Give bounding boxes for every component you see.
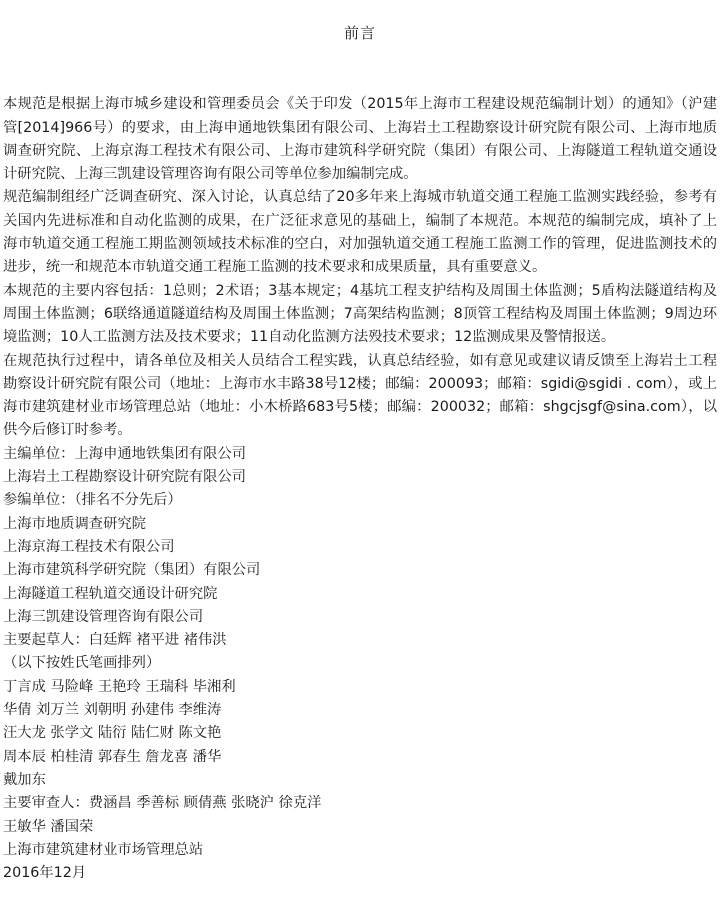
paragraph-basis: 本规范是根据上海市城乡建设和管理委员会《关于印发（2015年上海市工程建设规范编制计划）的通知》（沪建管[2014]966号）的要求，由上海申通地铁集团有限公司、上海岩土工程勘察设计研究院有限公司、上海市地质调查研究院、上海京海工程技术有限公司、上海市建筑科学研究院（集团）有限公司、上海隧道工程轨道交通设计研究院、上海三凯建设管理咨询有限公司等单位参加编制完成。 xyxy=(3,96,717,183)
credit-co-editor-org-1: 上海市地质调查研究院 xyxy=(3,515,146,532)
credit-chief-editor-org-2: 上海岩土工程勘察设计研究院有限公司 xyxy=(3,469,247,486)
paragraph-background: 规范编制组经广泛调查研究、深入讨论，认真总结了20多年来上海城市轨道交通工程施工监测实践经验，参考有关国内先进标准和自动化监测的成果，在广泛征求意见的基础上，编制了本规范。本规范的编制完成，填补了上海市轨道交通工程施工期监测领域技术标准的空白，对加强轨道交通工程施工监测工作的管理，促进监测技术的进步，统一和规范本市轨道交通工程施工监测的技术要求和成果质量，具有重要意义。 xyxy=(3,189,717,276)
credit-drafters-row-5: 戴加东 xyxy=(3,771,46,788)
credit-ordering-note: （以下按姓氏笔画排列） xyxy=(3,655,161,672)
credits-list xyxy=(3,443,717,886)
credit-co-editor-org-5: 上海三凯建设管理咨询有限公司 xyxy=(3,608,204,625)
credit-publisher-org: 上海市建筑建材业市场管理总站 xyxy=(3,841,204,858)
credit-drafters-row-1: 丁言成 马险峰 王艳玲 王瑞科 毕湘利 xyxy=(3,678,236,695)
body-text xyxy=(3,93,717,442)
credit-co-editor-header: 参编单位：（排名不分先后） xyxy=(3,492,182,509)
credit-publication-date: 2016年12月 xyxy=(3,865,87,882)
credit-main-reviewers: 主要审查人：费涵昌 季善标 顾倩燕 张晓沪 徐克洋 xyxy=(3,795,322,812)
page-title: 前言 xyxy=(343,24,376,42)
credit-chief-editor-org: 主编单位：上海申通地铁集团有限公司 xyxy=(3,445,247,462)
paragraph-contents: 本规范的主要内容包括：1总则；2术语；3基本规定；4基坑工程支护结构及周围土体监测；5盾构法隧道结构及周围土体监测；6联络通道隧道结构及周围土体监测；7高架结构监测；8顶管工程结构及周围土体监测；9周边环境监测；10人工监测方法及技术要求；11自动化监测方法殁技术要求；12监测成果及警情报送。 xyxy=(3,282,717,346)
credit-drafters-row-3: 汪大龙 张学文 陆衍 陆仁财 陈文艳 xyxy=(3,725,222,742)
credit-co-editor-org-3: 上海市建筑科学研究院（集团）有限公司 xyxy=(3,562,261,579)
credit-main-drafters: 主要起草人：白廷辉 褚平进 褚伟洪 xyxy=(3,632,227,649)
credit-co-editor-org-4: 上海隧道工程轨道交通设计研究院 xyxy=(3,585,218,602)
credit-reviewers-row-2: 王敏华 潘国荣 xyxy=(3,818,94,835)
credit-drafters-row-4: 周本辰 柏桂清 郭春生 詹龙喜 潘华 xyxy=(3,748,222,765)
credit-co-editor-org-2: 上海京海工程技术有限公司 xyxy=(3,538,175,555)
credit-drafters-row-2: 华倩 刘万兰 刘朝明 孙建伟 李维涛 xyxy=(3,702,222,719)
paragraph-feedback: 在规范执行过程中，请各单位及相关人员结合工程实践，认真总结经验，如有意见或建议请反馈至上海岩土工程勘察设计研究院有限公司（地址：上海市水丰路38号12楼；邮编：200093；邮箱：sgidi@sgidi . com），或上海市建筑建材业市场管理总站（地址：小木桥路683号5楼；邮编：200032；邮箱：shgcjsgf@sina.com），以供今后修订时参考。 xyxy=(3,352,717,439)
